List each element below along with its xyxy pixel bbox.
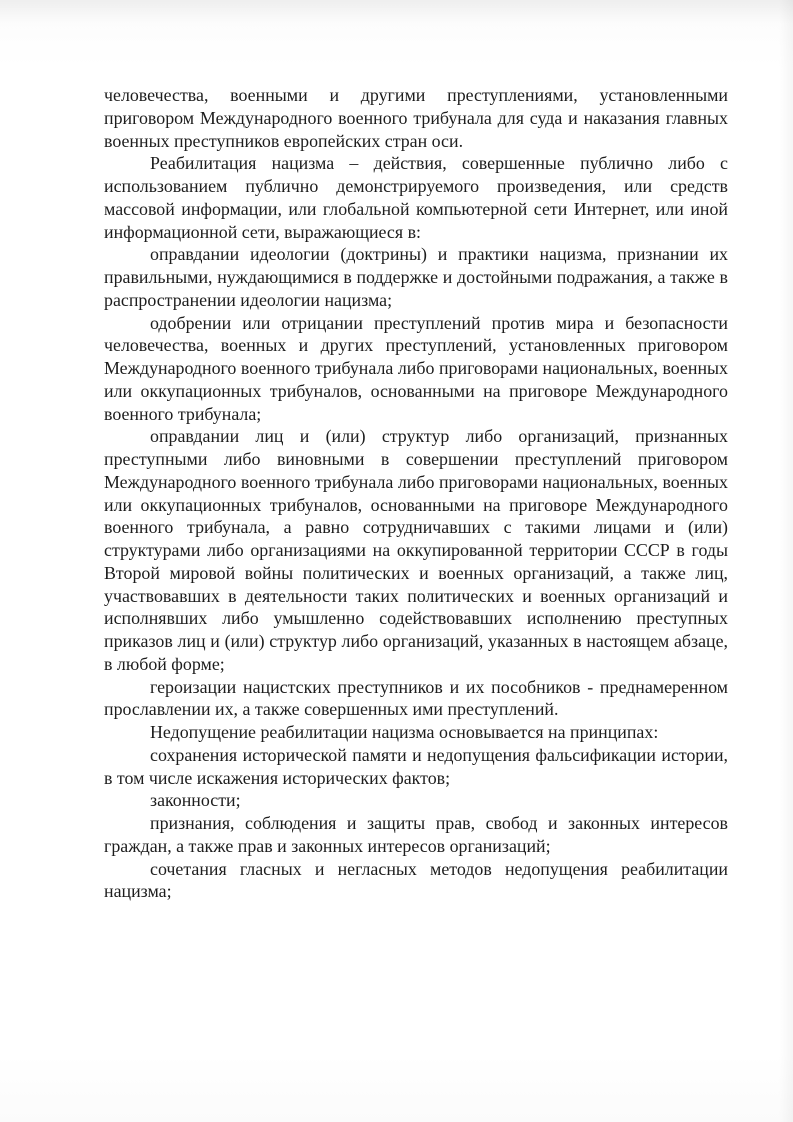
paragraph-10: признания, соблюдения и защиты прав, свобод и законных интересов граждан, а также прав и законных интересов организаций; — [104, 813, 728, 856]
paragraph-9: законности; — [150, 790, 241, 811]
paragraph-2: Реабилитация нацизма – действия, совершенные публично либо с использованием публично демонстрируемого произведения, или средств массовой информации, или глобальной компьютерной сети Интернет, или иной информационной сети, выражающиеся в: — [104, 153, 728, 242]
document-body — [104, 84, 728, 903]
paragraph-5: оправдании лиц и (или) структур либо организаций, признанных преступными либо виновными в совершении преступлений приговором Международного военного трибунала либо приговорами национальных, военных или оккупационных трибуналов, основанными на приговоре Международного военного трибунала, а равно сотрудничавших с такими лицами и (или) структурами либо организациями на оккупированной территории СССР в годы Второй мировой войны политических и военных организаций, а также лиц, участвовавших в деятельности таких политических и военных организаций и исполнявших либо умышленно содействовавших исполнению преступных приказов лиц и (или) структур либо организаций, указанных в настоящем абзаце, в любой форме; — [104, 426, 728, 674]
paragraph-8: сохранения исторической памяти и недопущения фальсификации истории, в том числе искажения исторических фактов; — [104, 744, 728, 788]
paragraph-11: сочетания гласных и негласных методов недопущения реабилитации нацизма; — [104, 858, 728, 902]
scan-shadow-right — [779, 0, 793, 1122]
paragraph-3: оправдании идеологии (доктрины) и практики нацизма, признании их правильными, нуждающимися в поддержке и достойными подражания, а также в распространении идеологии нацизма; — [104, 244, 728, 310]
paragraph-1: человечества, военными и другими преступлениями, установленными приговором Международного военного трибунала для суда и наказания главных военных преступников европейских стран оси. — [104, 85, 728, 151]
paragraph-4: одобрении или отрицании преступлений против мира и безопасности человечества, военных и других преступлений, установленных приговором Международного военного трибунала либо приговорами национальных, военных или оккупационных трибуналов, основанными на приговоре Международного военного трибунала; — [104, 312, 728, 424]
paragraph-6: героизации нацистских преступников и их пособников - преднамеренном прославлении их, а также совершенных ими преступлений. — [104, 676, 728, 720]
scan-shadow-top — [0, 0, 793, 24]
paragraph-7: Недопущение реабилитации нацизма основывается на принципах: — [150, 722, 659, 742]
